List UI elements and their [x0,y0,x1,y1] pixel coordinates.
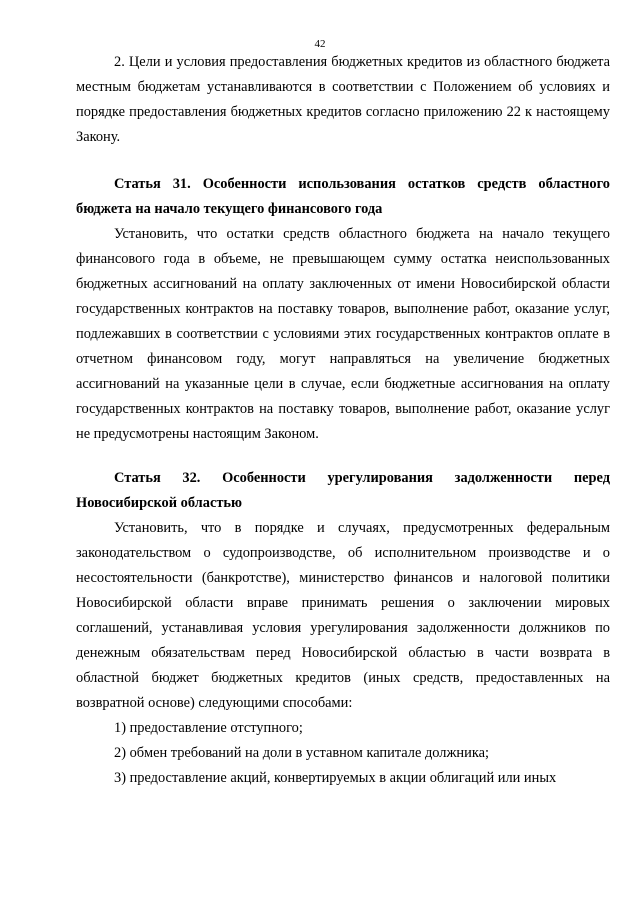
list-item: 3) предоставление акций, конвертируемых в акции облигаций или иных [114,770,557,786]
article-32-title: Статья 32. Особенности урегулирования задолженности перед Новосибирской областью [76,470,610,511]
list-item: 2) обмен требований на доли в уставном капитале должника; [114,745,489,761]
document-body [76,50,610,791]
intro-paragraph: 2. Цели и условия предоставления бюджетных кредитов из областного бюджета местным бюджетам устанавливаются в соответствии с Положением об условиях и порядке предоставления бюджетных кредитов согласно приложению 22 к настоящему Закону. [76,54,610,145]
list-item: 1) предоставление отступного; [114,720,303,736]
page-number: 42 [314,38,326,50]
article-31-title: Статья 31. Особенности использования остатков средств областного бюджета на начало текущего финансового года [76,176,610,217]
article-31-text: Установить, что остатки средств областного бюджета на начало текущего финансового года в объеме, не превышающем сумму остатка неиспользованных бюджетных ассигнований на оплату заключенных от имени Новосибирской области государственных контрактов на поставку товаров, выполнение работ, оказание услуг, подлежавших в соответствии с условиями этих государственных контрактов оплате в отчетном финансовом году, могут направляться на увеличение бюджетных ассигнований на указанные цели в случае, если бюджетные ассигнования на оплату государственных контрактов на поставку товаров, выполнение работ, оказание услуг не предусмотрены настоящим Законом. [76,226,610,442]
article-32-text: Установить, что в порядке и случаях, предусмотренных федеральным законодательством о судопроизводстве, об исполнительном производстве и о несостоятельности (банкротстве), министерство финансов и налоговой политики Новосибирской области вправе принимать решения о заключении мировых соглашений, устанавливая условия урегулирования задолженности должников по денежным обязательствам перед Новосибирской областью в части возврата в областной бюджет бюджетных кредитов (иных средств, предоставленных на возвратной основе) следующими способами: [76,520,610,711]
